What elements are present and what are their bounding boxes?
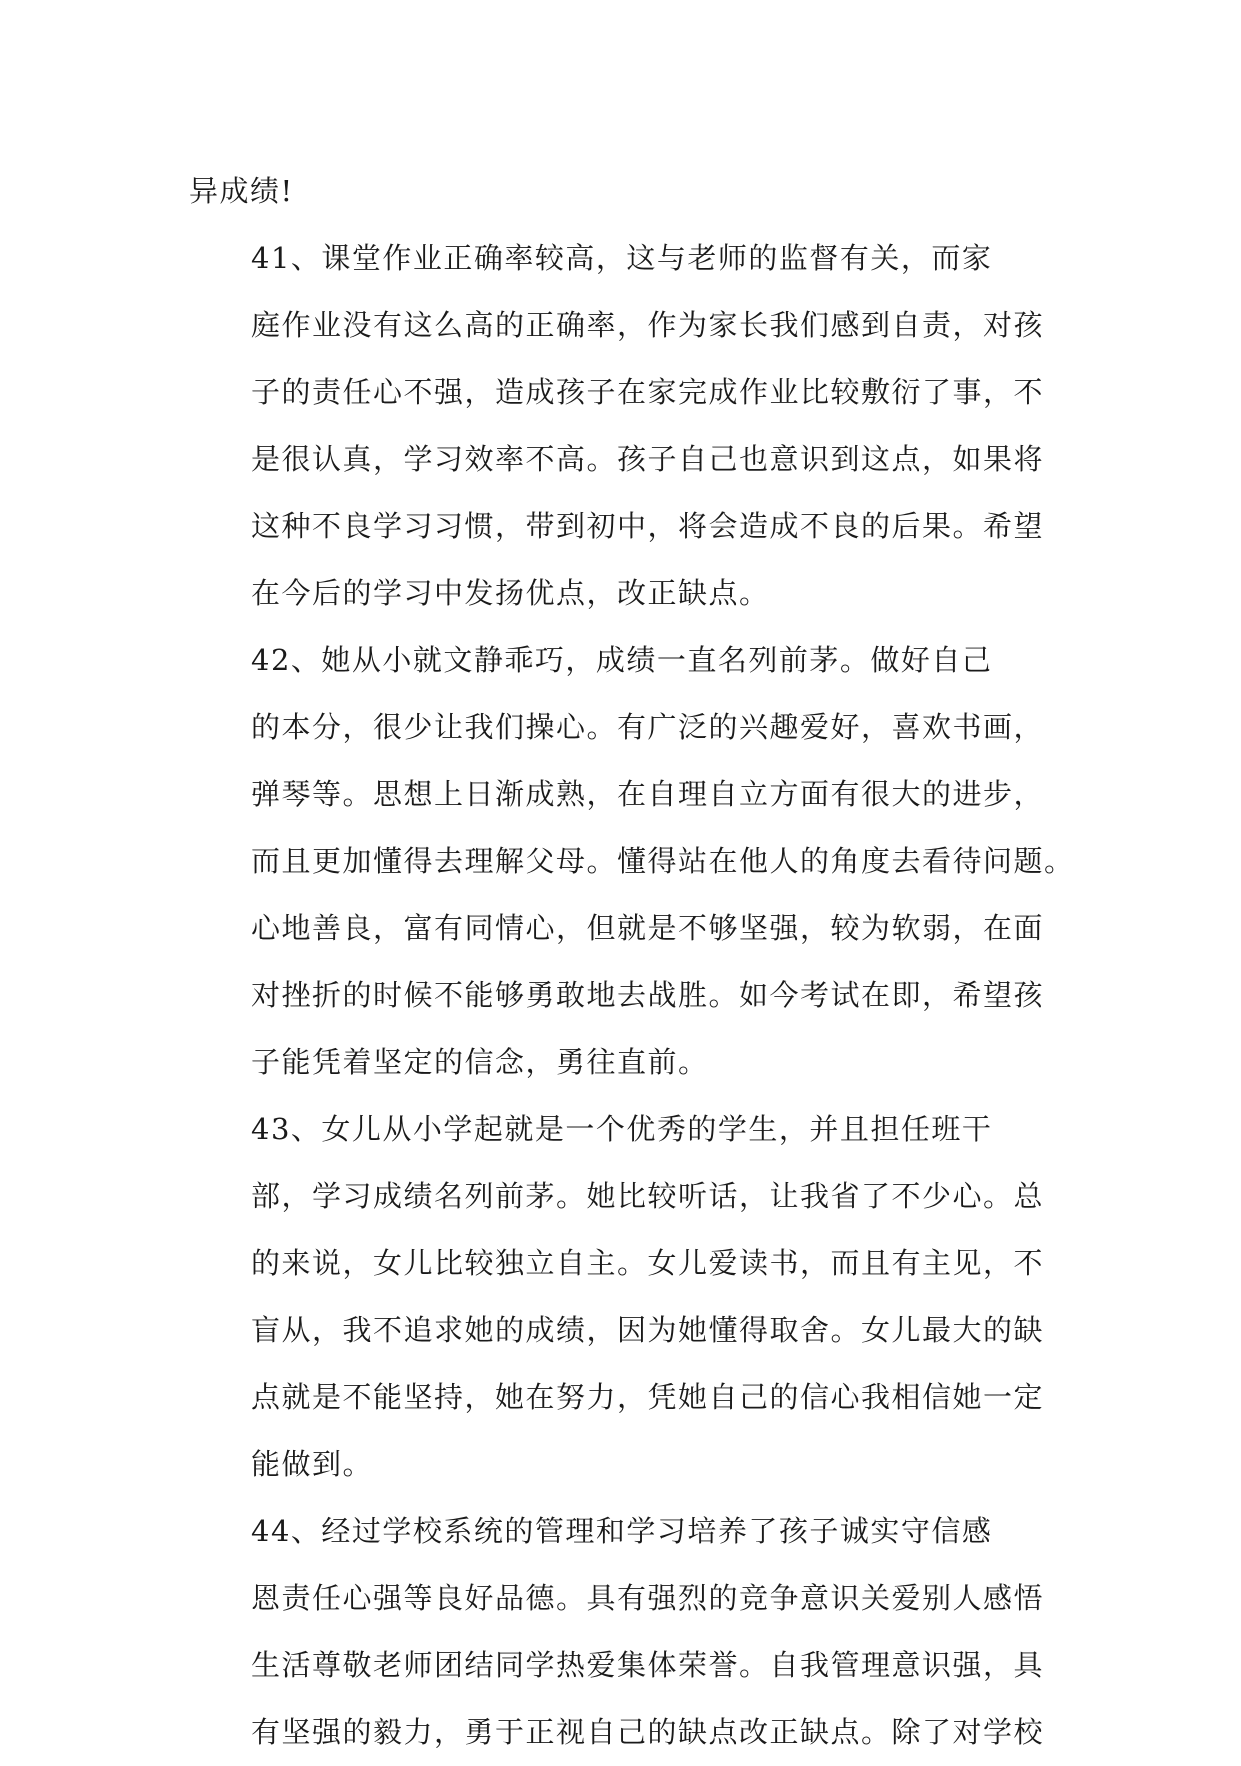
text-line: 能做到。 [251, 1447, 374, 1481]
text-line: 部，学习成绩名列前茅。她比较听话，让我省了不少心。总 [251, 1179, 1045, 1213]
text-line: 42、她从小就文静乖巧，成绩一直名列前茅。做好自己 [251, 643, 993, 677]
text-line: 对挫折的时候不能够勇敢地去战胜。如今考试在即，希望孩 [251, 978, 1045, 1012]
text-line: 的本分，很少让我们操心。有广泛的兴趣爱好，喜欢书画， [251, 710, 1045, 744]
paragraph-43 [189, 1096, 1055, 1498]
text-line: 心地善良，富有同情心，但就是不够坚强，较为软弱，在面 [251, 911, 1045, 945]
text-line: 点就是不能坚持，她在努力，凭她自己的信心我相信她一定 [251, 1380, 1045, 1414]
text-line: 庭作业没有这么高的正确率，作为家长我们感到自责，对孩 [251, 308, 1045, 342]
text-line: 而且更加懂得去理解父母。懂得站在他人的角度去看待问题。 [251, 844, 1075, 878]
text-line: 生活尊敬老师团结同学热爱集体荣誉。自我管理意识强，具 [251, 1648, 1045, 1682]
text-line: 43、女儿从小学起就是一个优秀的学生，并且担任班干 [251, 1112, 993, 1146]
document-body [189, 158, 1075, 1766]
text-line: 44、经过学校系统的管理和学习培养了孩子诚实守信感 [251, 1514, 993, 1548]
text-line: 是很认真，学习效率不高。孩子自己也意识到这点，如果将 [251, 442, 1045, 476]
paragraph-41 [189, 225, 1055, 627]
text-line: 的来说，女儿比较独立自主。女儿爱读书，而且有主见，不 [251, 1246, 1045, 1280]
paragraph-44 [189, 1498, 1055, 1766]
text-line: 在今后的学习中发扬优点，改正缺点。 [251, 576, 770, 610]
text-line: 弹琴等。思想上日渐成熟，在自理自立方面有很大的进步， [251, 777, 1045, 811]
text-line: 异成绩! [189, 174, 294, 208]
text-line: 子的责任心不强，造成孩子在家完成作业比较敷衍了事，不 [251, 375, 1045, 409]
text-line: 恩责任心强等良好品德。具有强烈的竞争意识关爱别人感悟 [251, 1581, 1045, 1615]
text-line: 41、课堂作业正确率较高，这与老师的监督有关，而家 [251, 241, 993, 275]
text-line: 有坚强的毅力，勇于正视自己的缺点改正缺点。除了对学校 [251, 1715, 1045, 1749]
text-line: 子能凭着坚定的信念，勇往直前。 [251, 1045, 709, 1079]
text-line: 盲从，我不追求她的成绩，因为她懂得取舍。女儿最大的缺 [251, 1313, 1045, 1347]
paragraph-42 [189, 627, 1075, 1096]
paragraph-continuation [189, 158, 1055, 225]
text-line: 这种不良学习习惯，带到初中，将会造成不良的后果。希望 [251, 509, 1045, 543]
